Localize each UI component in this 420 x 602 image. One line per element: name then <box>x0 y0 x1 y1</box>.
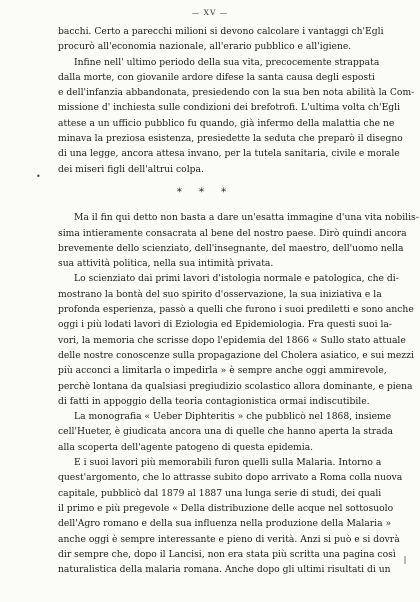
text-line: dir sempre che, dopo il Lancisi, non era stata più scritta una pagina così <box>58 548 396 560</box>
text-line: minava la preziosa esistenza, presiedette la seduta che preparò il disegno <box>58 133 403 145</box>
text-line: e dell'infanzia abbandonata, presiedendo con la sua ben nota abilità la Com- <box>58 87 415 99</box>
text-line: attese a un ufficio pubblico fu quando, già infermo della malattia che ne <box>58 117 395 129</box>
text-line: brevemente dello scienziato, dell'insegnante, del maestro, dell'uomo nella <box>58 242 404 254</box>
text-line: alla scoperta dell'agente patogeno di questa epidemia. <box>58 441 314 453</box>
text-line: quest'argomento, che lo attrasse subito dopo arrivato a Roma colla nuova <box>58 472 403 484</box>
text-line: sua attività politica, nella sua intimità privata. <box>58 258 274 270</box>
text-line: più acconci a limitarla o impedirla » è sempre anche oggi ammirevole, <box>58 365 387 377</box>
text-line: vori, la memoria che scrisse dopo l'epidemia del 1866 « Sullo stato attuale <box>58 334 406 346</box>
paragraph <box>58 210 419 271</box>
page-edge-mark <box>404 556 406 564</box>
text-block-top <box>58 24 415 177</box>
text-line: dei miseri figli dell'altrui colpa. <box>58 163 204 175</box>
text-line: il primo e più pregevole « Della distribuzione delle acque nel sottosuolo <box>58 502 394 514</box>
text-line: dell'Agro romano e della sua influenza nella produzione della Malaria » <box>58 518 392 530</box>
text-line: La monografia « Ueber Diphteritis » che pubblicò nel 1868, insieme <box>74 411 392 423</box>
text-line: di fatti in appoggio della teoria contagionistica ormai indiscutibile. <box>58 395 370 407</box>
section-separator: * * * <box>176 186 234 198</box>
text-line: dalla morte, con giovanile ardore difese la santa causa degli esposti <box>58 71 375 83</box>
text-line: missione d' inchiesta sulle condizioni dei brefotrofi. L'ultima volta ch'Egli <box>58 102 401 114</box>
paragraph <box>58 24 384 55</box>
text-line: anche oggi è sempre interessante e pieno di verità. Anzi si può e si dovrà <box>58 533 400 545</box>
text-line: Infine nell' ultimo periodo della sua vita, precocemente strappata <box>74 56 380 68</box>
margin-mark: • <box>36 172 41 181</box>
text-line: oggi i più lodati lavori di Eziologia ed Epidemiologia. Fra questi suoi la- <box>58 319 392 331</box>
paragraph <box>58 409 393 455</box>
text-line: procurò all'economia nazionale, all'erario pubblico e all'igiene. <box>58 41 352 53</box>
text-line: delle nostre conoscenze sulla propagazione del Cholera asiatico, e sui mezzi <box>58 349 414 361</box>
text-line: sima intieramente consacrata al bene del nostro paese. Dirò quindi ancora <box>58 227 407 239</box>
text-line: E i suoi lavori più memorabili furon quelli sulla Malaria. Intorno a <box>74 457 382 469</box>
paragraph <box>58 271 414 409</box>
paragraph <box>58 55 415 177</box>
text-line: mostrano la bontà del suo spirito d'osservazione, la sua iniziativa e la <box>58 288 382 300</box>
text-line: di una legge, ancora attesa invano, per la tutela sanitaria, civile e morale <box>58 148 400 160</box>
paragraph <box>58 455 403 577</box>
text-line: Lo scienziato dai primi lavori d'istologia normale e patologica, che di- <box>74 273 399 285</box>
text-line: naturalistica della malaria romana. Anche dopo gli ultimi risultati di un <box>58 564 391 576</box>
text-line: profonda esperienza, passò a quelli che furono i suoi prediletti e sono anche <box>58 304 414 316</box>
text-line: Ma il fin qui detto non basta a dare un'esatta immagine d'una vita nobilis- <box>74 212 419 224</box>
page-folio: — XV — <box>191 8 229 17</box>
text-line: bacchi. Certo a parecchi milioni si devono calcolare i vantaggi ch'Egli <box>58 26 384 37</box>
text-line: cell'Hueter, è giudicata ancora una di quelle che hanno aperta la strada <box>58 426 393 438</box>
text-block-bottom <box>58 210 419 577</box>
text-line: capitale, pubblicò dal 1879 al 1887 una lunga serie di studi, dei quali <box>58 487 382 499</box>
text-line: perchè lontana da qualsiasi pregiudizio scolastico allora dominante, e piena <box>58 380 413 392</box>
page-body <box>58 24 419 577</box>
